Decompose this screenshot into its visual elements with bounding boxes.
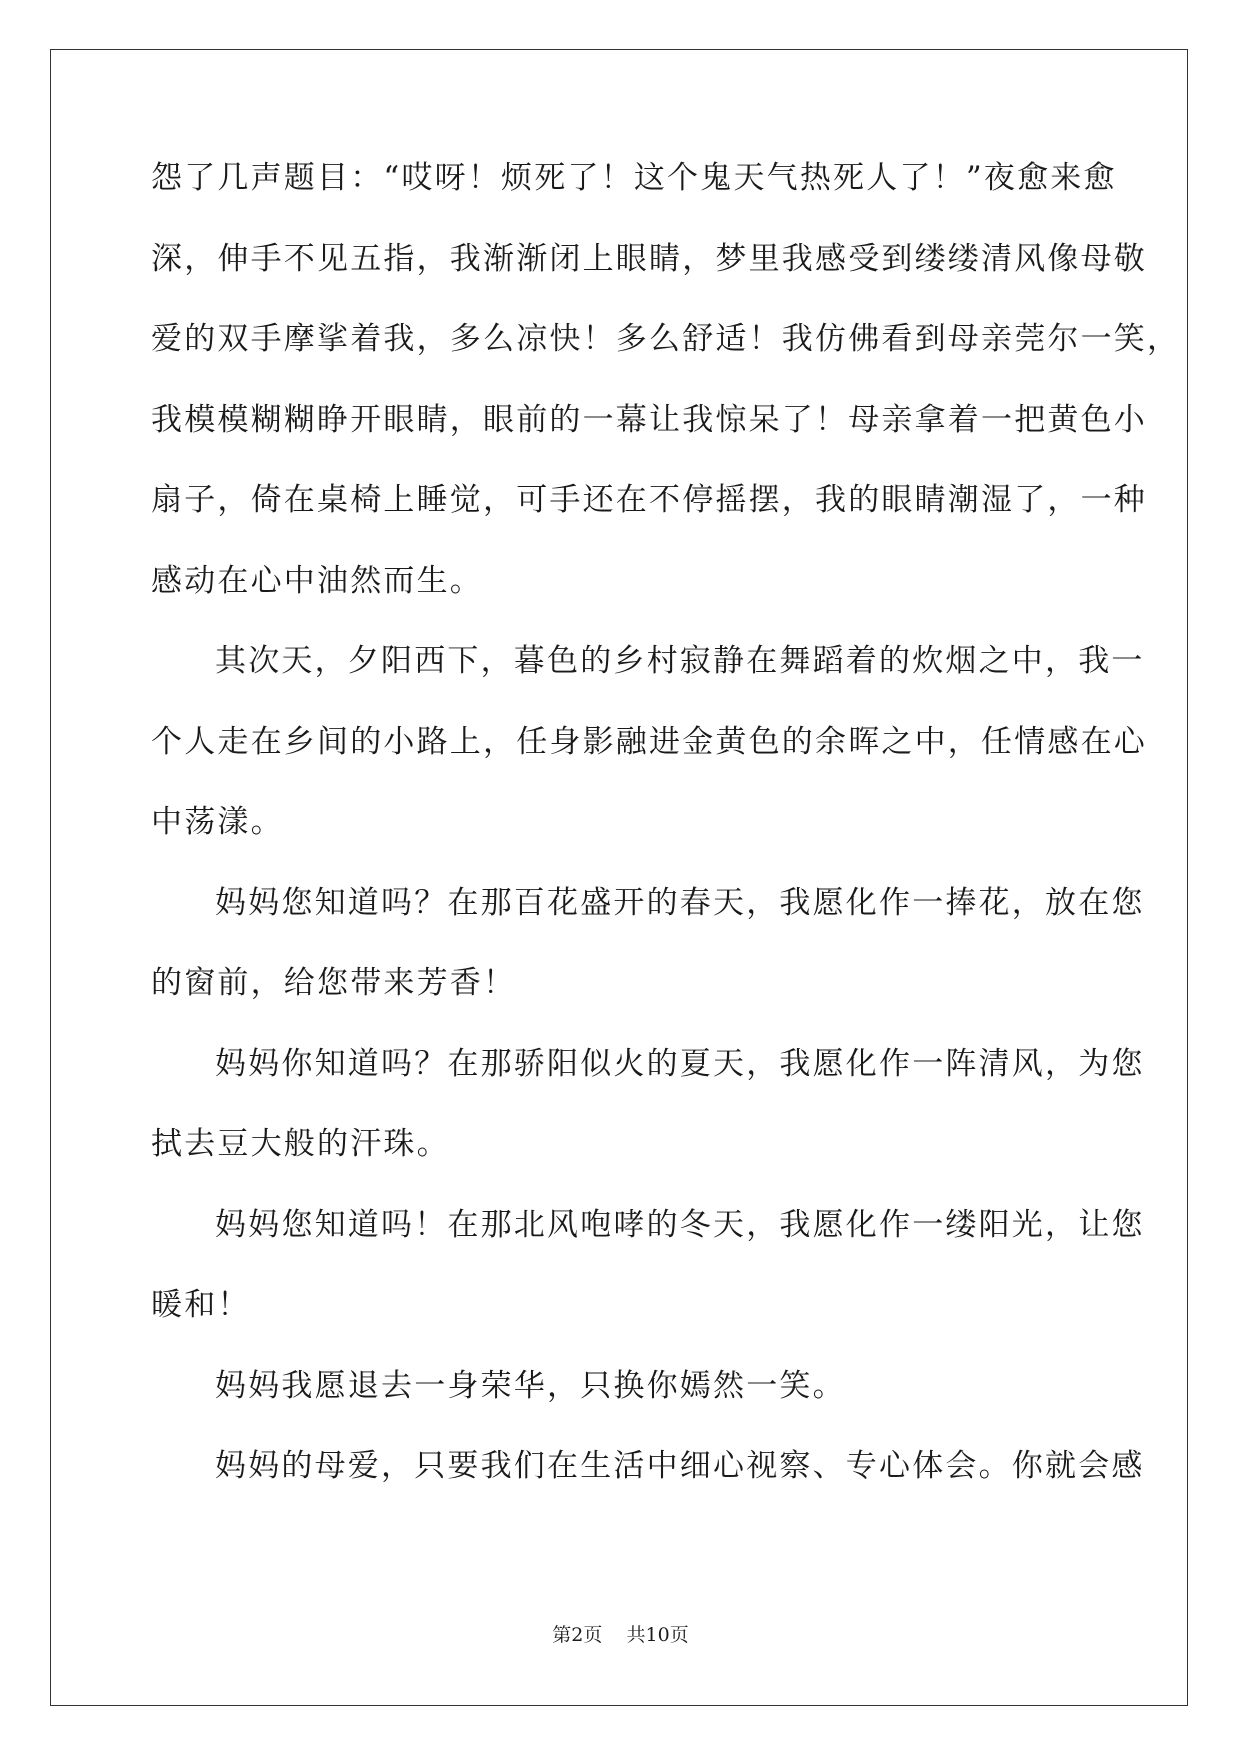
text-line: 拭去豆大般的汗珠。 [151, 1126, 450, 1162]
paragraph-first-line: 妈妈我愿退去一身荣华，只换你嫣然一笑。 [215, 1367, 846, 1404]
paragraph-first-line: 妈妈的母爱，只要我们在生活中细心视察、专心体会。你就会感 [215, 1448, 1145, 1484]
paragraph-first-line: 其次天，夕阳西下，暮色的乡村寂静在舞蹈着的炊烟之中，我一 [215, 643, 1145, 679]
text-line: 个人走在乡间的小路上，任身影融进金黄色的余晖之中，任情感在心 [151, 723, 1147, 760]
text-line: 扇子，倚在桌椅上睡觉，可手还在不停摇摆，我的眼睛潮湿了，一种 [151, 482, 1147, 518]
text-line: 深，伸手不见五指，我渐渐闭上眼睛，梦里我感受到缕缕清风像母敬 [151, 240, 1147, 277]
text-line: 我模模糊糊睁开眼睛，眼前的一幕让我惊呆了！母亲拿着一把黄色小 [151, 401, 1147, 438]
text-line: 的窗前，给您带来芳香！ [151, 965, 517, 1001]
paragraph-first-line: 妈妈您知道吗？在那百花盛开的春天，我愿化作一捧花，放在您 [215, 884, 1145, 921]
page-total: 共10页 [626, 1624, 689, 1646]
document-body [151, 160, 1181, 1529]
text-line: 怨了几声题目：“哎呀！烦死了！这个鬼天气热死人了！”夜愈来愈 [151, 160, 1117, 196]
text-line: 暖和！ [151, 1287, 251, 1323]
page-number: 第2页 [552, 1624, 603, 1646]
text-line: 感动在心中油然而生。 [151, 562, 483, 599]
paragraph-first-line: 妈妈您知道吗！在那北风咆哮的冬天，我愿化作一缕阳光，让您 [215, 1206, 1145, 1243]
text-line: 爱的双手摩挲着我，多么凉快！多么舒适！我仿佛看到母亲莞尔一笑， [151, 321, 1181, 357]
text-line: 中荡漾。 [151, 804, 284, 840]
paragraph-first-line: 妈妈你知道吗？在那骄阳似火的夏天，我愿化作一阵清风，为您 [215, 1045, 1145, 1082]
page-footer [0, 1624, 1241, 1646]
